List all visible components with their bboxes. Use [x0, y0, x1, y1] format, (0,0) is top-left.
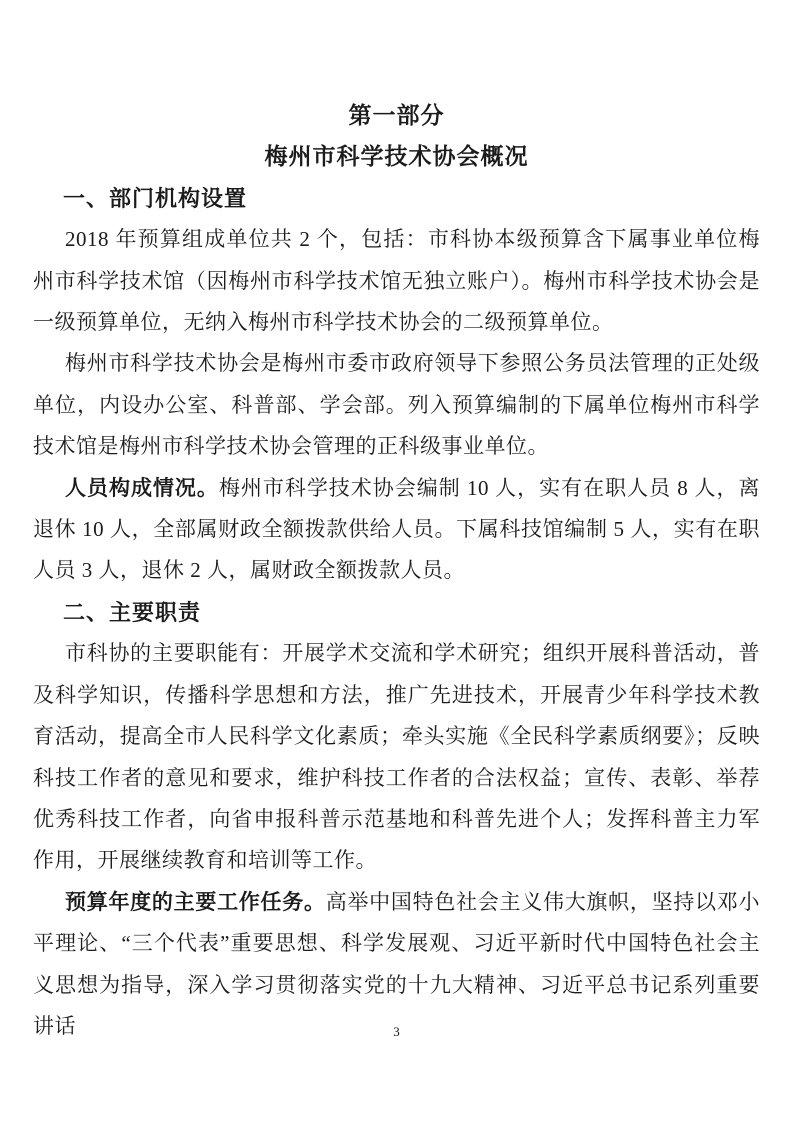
- paragraph-text: 2018 年预算组成单位共 2 个，包括：市科协本级预算含下属事业单位梅州市科学技术馆（因梅州市科学技术馆无独立账户）。梅州市科学技术协会是一级预算单位，无纳入梅州市科学技术协会的二级预算单位。: [33, 227, 760, 335]
- paragraph-text: 梅州市科学技术协会编制 10 人，实有在职人员 8 人，离退休 10 人，全部属财政全额拨款供给人员。下属科技馆编制 5 人，实有在职人员 3 人，退休 2 人，属财政全额拨款人员。: [33, 475, 760, 583]
- main-title: 梅州市科学技术协会概况: [264, 144, 529, 170]
- part-title: 第一部分: [348, 103, 445, 128]
- page-number: 3: [393, 1024, 400, 1039]
- paragraph-budget-units: [33, 219, 760, 343]
- paragraph-text: 市科协的主要职能有：开展学术交流和学术研究；组织开展科普活动，普及科学知识，传播科学思想和方法，推广先进技术，开展青少年科学技术教育活动，提高全市人民科学文化素质；牵头实施《全民科学素质纲要》；反映科技工作者的意见和要求，维护科技工作者的合法权益；宣传、表彰、举荐优秀科技工作者，向省申报科普示范基地和科普先进个人；发挥科普主力军作用，开展继续教育和培训等工作。: [33, 641, 760, 873]
- paragraph-annual-tasks: [33, 882, 760, 1048]
- paragraph-text: 高举中国特色社会主义伟大旗帜，坚持以邓小平理论、“三个代表”重要思想、科学发展观、习近平新时代中国特色社会主义思想为指导，深入学习贯彻落实党的十九大精神、习近平总书记系列重要讲话: [33, 889, 761, 1038]
- paragraph-main-functions: [33, 633, 760, 881]
- paragraph-lead: 预算年度的主要工作任务。: [65, 889, 326, 914]
- paragraph-text: 梅州市科学技术协会是梅州市委市政府领导下参照公务员法管理的正处级单位，内设办公室、科普部、学会部。列入预算编制的下属单位梅州市科学技术馆是梅州市科学技术协会管理的正科级事业单位。: [33, 351, 760, 459]
- paragraph-personnel: [33, 468, 760, 592]
- paragraph-lead: 人员构成情况。: [65, 475, 219, 500]
- section-1-heading: 一、部门机构设置: [63, 185, 248, 211]
- paragraph-org-status: [33, 343, 760, 467]
- section-2-heading: 二、主要职责: [63, 599, 202, 625]
